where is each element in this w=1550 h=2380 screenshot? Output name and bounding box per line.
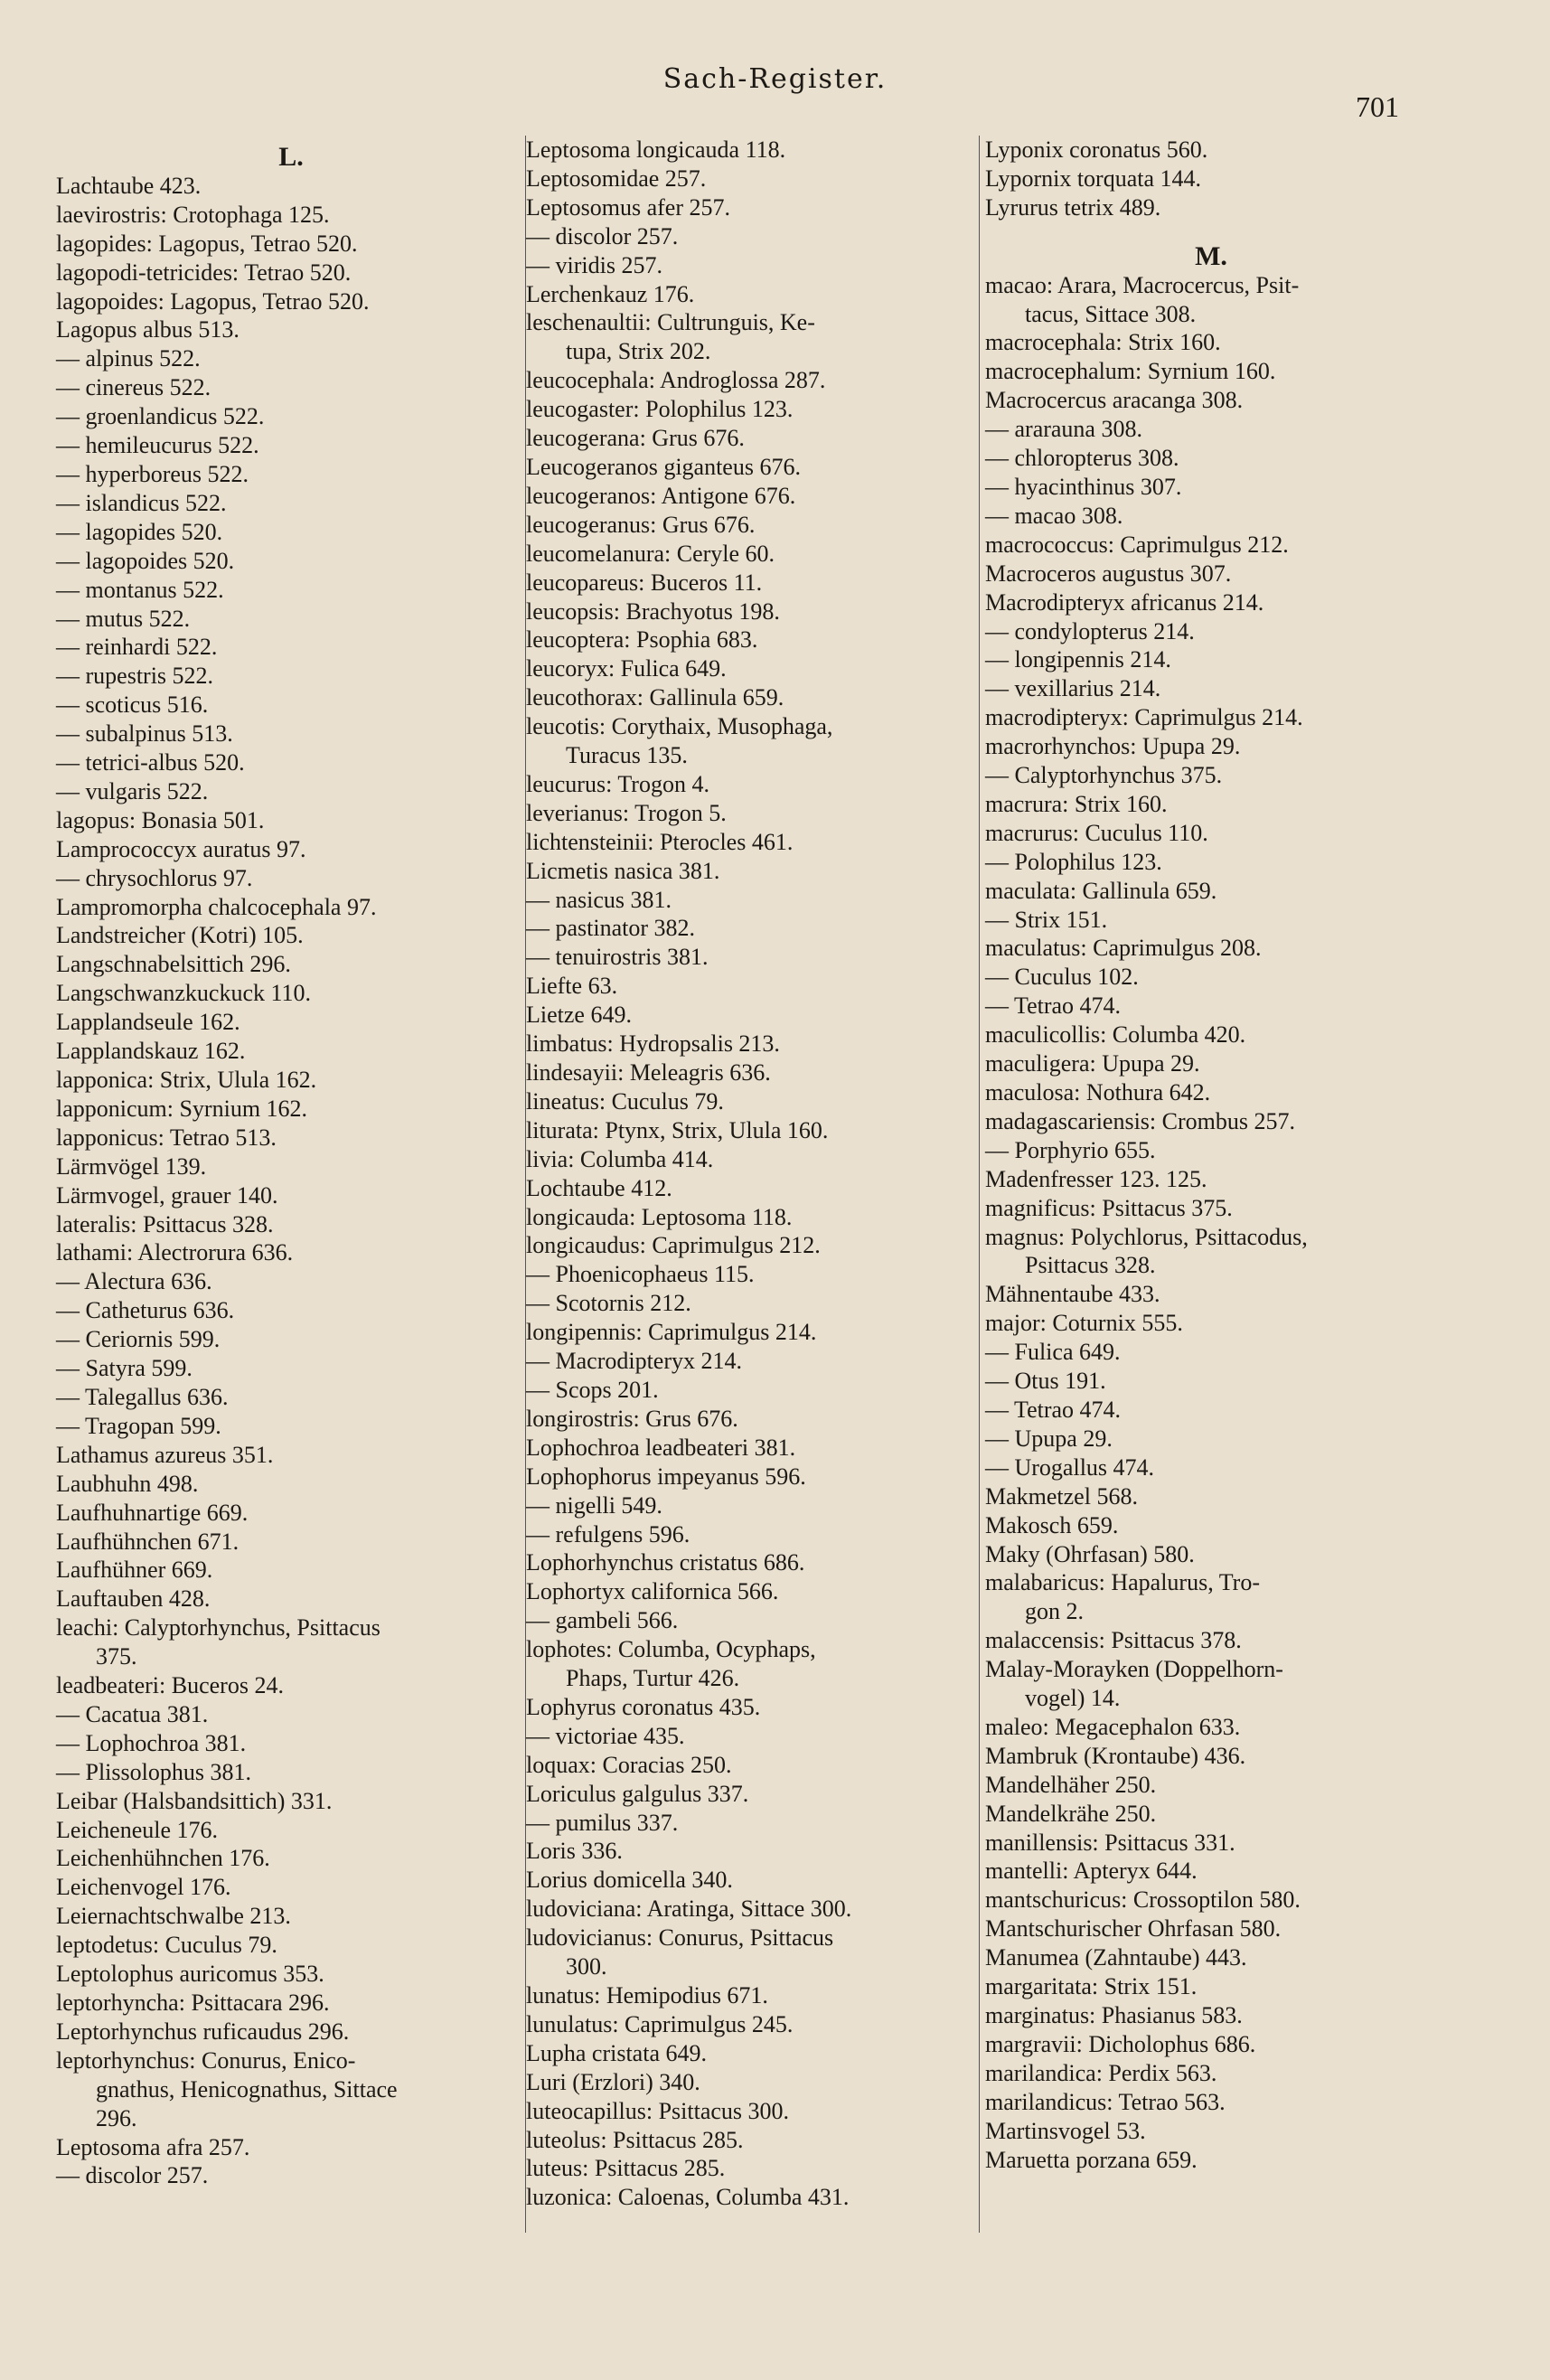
index-entry: Landstreicher (Kotri) 105. (56, 922, 304, 949)
index-entry: leschenaultii: Cultrunguis, Ke- (526, 309, 815, 336)
index-entry: — gambeli 566. (526, 1607, 679, 1634)
index-entry: luzonica: Caloenas, Columba 431. (526, 2184, 850, 2211)
index-entry: leptorhyncha: Psittacara 296. (56, 1990, 330, 2016)
index-entry: luteolus: Psittacus 285. (526, 2126, 744, 2153)
index-entry: Licmetis nasica 381. (526, 857, 720, 884)
index-entry: Macroceros augustus 307. (985, 560, 1232, 587)
index-entry: maculata: Gallinula 659. (985, 877, 1217, 904)
index-entry: — Urogallus 474. (985, 1453, 1155, 1481)
index-entry: leucomelanura: Ceryle 60. (526, 540, 775, 567)
index-entry: Leiernachtschwalbe 213. (56, 1903, 291, 1930)
index-entry: Turacus 135. (566, 742, 688, 769)
index-entry: Makosch 659. (985, 1511, 1119, 1538)
index-entry: Leichenvogel 176. (56, 1874, 231, 1901)
index-entry: macrorhynchos: Upupa 29. (985, 733, 1241, 760)
index-entry: — Scotornis 212. (526, 1290, 691, 1317)
index-entry: — vulgaris 522. (56, 777, 209, 804)
index-entry: — longipennis 214. (985, 646, 1171, 673)
index-entry: longirostris: Grus 676. (526, 1405, 738, 1432)
index-entry: leptodetus: Cuculus 79. (56, 1932, 277, 1959)
index-entry: Loris 336. (526, 1838, 623, 1865)
index-entry: Lophortyx californica 566. (526, 1578, 779, 1605)
index-entry: lagopoides: Lagopus, Tetrao 520. (56, 287, 370, 315)
index-entry: — alpinus 522. (56, 345, 201, 372)
index-entry: liturata: Ptynx, Strix, Ulula 160. (526, 1116, 829, 1143)
index-entry: — nigelli 549. (526, 1491, 662, 1519)
index-entry: 375. (96, 1643, 137, 1670)
index-entry: gnathus, Henicognathus, Sittace (96, 2075, 398, 2102)
index-entry: — macao 308. (985, 502, 1123, 529)
index-entry: margravii: Dicholophus 686. (985, 2030, 1256, 2057)
index-entry: luteus: Psittacus 285. (526, 2155, 726, 2182)
index-entry: Lypornix torquata 144. (985, 165, 1202, 192)
index-entry: Laubhuhn 498. (56, 1470, 199, 1497)
index-column-3 (985, 136, 1437, 2174)
index-entry: — ararauna 308. (985, 416, 1142, 443)
index-entry: Lamprococcyx auratus 97. (56, 835, 306, 862)
index-entry: longicauda: Leptosoma 118. (526, 1203, 793, 1230)
index-entry: — tetrici-albus 520. (56, 749, 245, 776)
index-entry: Lärmvogel, grauer 140. (56, 1181, 278, 1209)
index-entry: Phaps, Turtur 426. (566, 1665, 740, 1692)
index-entry: magnificus: Psittacus 375. (985, 1194, 1233, 1221)
index-entry: Leucogeranos giganteus 676. (526, 453, 801, 480)
index-entry: lophotes: Columba, Ocyphaps, (526, 1636, 816, 1663)
index-entry: — Upupa 29. (985, 1425, 1113, 1452)
index-entry: Langschwanzkuckuck 110. (56, 980, 312, 1007)
index-entry: — reinhardi 522. (56, 634, 218, 661)
index-entry: Lochtaube 412. (526, 1174, 672, 1201)
index-entry: Macrodipteryx africanus 214. (985, 588, 1264, 616)
page-number: 701 (1356, 90, 1399, 123)
index-entry: lunatus: Hemipodius 671. (526, 1982, 768, 2008)
index-entry: — Cacatua 381. (56, 1700, 209, 1727)
index-entry: — rupestris 522. (56, 663, 214, 690)
index-entry: macao: Arara, Macrocercus, Psit- (985, 271, 1300, 298)
index-entry: — discolor 257. (56, 2162, 209, 2189)
index-entry: — Lophochroa 381. (56, 1729, 247, 1756)
index-entry: leucogaster: Polophilus 123. (526, 396, 794, 423)
index-entry: Leptorhynchus ruficaudus 296. (56, 2018, 350, 2045)
index-entry: maleo: Megacephalon 633. (985, 1713, 1241, 1740)
index-entry: Lapplandseule 162. (56, 1009, 240, 1036)
index-entry: malaccensis: Psittacus 378. (985, 1627, 1242, 1654)
index-entry: — vexillarius 214. (985, 675, 1161, 702)
index-entry: — groenlandicus 522. (56, 403, 265, 430)
index-entry: lapponica: Strix, Ulula 162. (56, 1067, 317, 1093)
index-entry: maculosa: Nothura 642. (985, 1079, 1211, 1105)
index-entry: ludovicianus: Conurus, Psittacus (526, 1924, 834, 1952)
index-entry: leptorhynchus: Conurus, Enico- (56, 2046, 356, 2074)
index-entry: Lophophorus impeyanus 596. (526, 1463, 806, 1490)
index-entry: livia: Columba 414. (526, 1145, 714, 1172)
index-entry: macrococcus: Caprimulgus 212. (985, 531, 1289, 558)
index-entry: ludoviciana: Aratinga, Sittace 300. (526, 1896, 852, 1923)
index-entry: laevirostris: Crotophaga 125. (56, 201, 330, 228)
index-entry: Laufhühner 669. (56, 1557, 213, 1584)
index-entry: Leptosoma longicauda 118. (526, 136, 786, 163)
index-entry: Lauftauben 428. (56, 1585, 211, 1613)
index-entry: — hyacinthinus 307. (985, 473, 1182, 500)
index-entry: macrodipteryx: Caprimulgus 214. (985, 704, 1303, 731)
index-entry: — Scops 201. (526, 1376, 659, 1403)
index-entry: leucotis: Corythaix, Musophaga, (526, 713, 833, 740)
index-entry: — chrysochlorus 97. (56, 864, 253, 891)
index-entry: lineatus: Cuculus 79. (526, 1087, 724, 1115)
index-entry: leucothorax: Gallinula 659. (526, 684, 784, 711)
index-entry: leucopareus: Buceros 11. (526, 569, 763, 596)
index-entry: — Tetrao 474. (985, 1396, 1122, 1423)
running-head: Sach-Register. (662, 63, 888, 95)
index-entry: — Calyptorhynchus 375. (985, 762, 1223, 789)
index-entry: margaritata: Strix 151. (985, 1973, 1198, 2000)
index-entry: Martinsvogel 53. (985, 2117, 1146, 2144)
index-column-1 (56, 143, 526, 2190)
index-entry: — Satyra 599. (56, 1355, 193, 1382)
index-entry: macrocephala: Strix 160. (985, 329, 1221, 356)
index-entry: — Talegallus 636. (56, 1383, 229, 1410)
index-entry: Maky (Ohrfasan) 580. (985, 1540, 1195, 1567)
index-entry: gon 2. (1025, 1598, 1084, 1625)
index-entry: Lophochroa leadbeateri 381. (526, 1434, 796, 1461)
index-entry: leucurus: Trogon 4. (526, 770, 709, 797)
index-entry: leucogerana: Grus 676. (526, 425, 745, 452)
index-entry: — nasicus 381. (526, 886, 672, 913)
index-entry: Psittacus 328. (1025, 1252, 1156, 1279)
index-entry: Lietze 649. (526, 1002, 632, 1029)
index-entry: tupa, Strix 202. (566, 338, 711, 365)
index-entry: marilandica: Perdix 563. (985, 2059, 1217, 2086)
index-entry: — islandicus 522. (56, 489, 227, 516)
section-letter: L. (278, 142, 304, 172)
index-entry: Mähnentaube 433. (985, 1281, 1160, 1308)
index-entry: — scoticus 516. (56, 691, 209, 719)
index-entry: leucopsis: Brachyotus 198. (526, 597, 780, 625)
index-entry: Leptosoma afra 257. (56, 2133, 250, 2160)
index-entry: Lupha cristata 649. (526, 2039, 707, 2066)
section-letter: M. (1195, 240, 1227, 271)
index-entry: — tenuirostris 381. (526, 944, 709, 971)
index-entry: Laufhuhnartige 669. (56, 1499, 249, 1526)
index-entry: leachi: Calyptorhynchus, Psittacus (56, 1614, 380, 1642)
index-entry: — Polophilus 123. (985, 848, 1162, 875)
index-entry: — Cuculus 102. (985, 964, 1139, 991)
index-entry: maculatus: Caprimulgus 208. (985, 935, 1262, 962)
index-entry: Makmetzel 568. (985, 1482, 1138, 1510)
index-entry: limbatus: Hydropsalis 213. (526, 1030, 780, 1058)
index-entry: — Ceriornis 599. (56, 1326, 221, 1353)
index-entry: Langschnabelsittich 296. (56, 951, 291, 978)
index-entry: lichtensteinii: Pterocles 461. (526, 828, 794, 855)
index-entry: loquax: Coracias 250. (526, 1751, 732, 1778)
index-entry: — montanus 522. (56, 576, 224, 603)
index-entry: Malay-Morayken (Doppelhorn- (985, 1656, 1283, 1683)
index-entry: — viridis 257. (526, 251, 662, 278)
index-entry: lapponicus: Tetrao 513. (56, 1124, 277, 1151)
index-entry: leucoptera: Psophia 683. (526, 626, 758, 654)
index-entry: — Phoenicophaeus 115. (526, 1261, 755, 1288)
index-entry: — mutus 522. (56, 605, 191, 632)
index-entry: Lerchenkauz 176. (526, 280, 695, 307)
index-entry: marilandicus: Tetrao 563. (985, 2088, 1226, 2115)
index-entry: Macrocercus aracanga 308. (985, 387, 1244, 414)
index-column-2 (526, 136, 980, 2212)
index-entry: leucocephala: Androglossa 287. (526, 367, 826, 394)
index-entry: — lagopides 520. (56, 518, 223, 545)
index-entry: Lyponix coronatus 560. (985, 136, 1208, 163)
index-entry: leucoryx: Fulica 649. (526, 655, 727, 682)
index-entry: — chloropterus 308. (985, 445, 1179, 472)
index-entry: Maruetta porzana 659. (985, 2146, 1198, 2173)
index-entry: luteocapillus: Psittacus 300. (526, 2097, 790, 2124)
index-entry: lateralis: Psittacus 328. (56, 1210, 274, 1237)
index-entry: Leptosomidae 257. (526, 165, 707, 192)
index-entry: — victoriae 435. (526, 1722, 685, 1749)
index-entry: mantschuricus: Crossoptilon 580. (985, 1886, 1301, 1914)
index-entry: leucogeranos: Antigone 676. (526, 482, 796, 509)
index-entry: lathami: Alectrorura 636. (56, 1239, 294, 1266)
index-entry: vogel) 14. (1025, 1685, 1121, 1712)
index-entry: Lampromorpha chalcocephala 97. (56, 893, 377, 920)
index-entry: longicaudus: Caprimulgus 212. (526, 1232, 821, 1259)
index-entry: — Macrodipteryx 214. (526, 1348, 743, 1375)
index-entry: Loriculus galgulus 337. (526, 1780, 749, 1807)
index-entry: Mandelhäher 250. (985, 1771, 1157, 1798)
index-entry: Mandelkrähe 250. (985, 1800, 1157, 1827)
index-entry: Lachtaube 423. (56, 172, 202, 199)
index-entry: — Catheturus 636. (56, 1297, 235, 1324)
index-entry: — cinereus 522. (56, 374, 211, 401)
index-entry: — Alectura 636. (56, 1268, 212, 1295)
index-entry: — pastinator 382. (526, 915, 696, 942)
index-entry: — subalpinus 513. (56, 720, 233, 748)
index-entry: — refulgens 596. (526, 1520, 690, 1547)
index-entry: — Porphyrio 655. (985, 1136, 1156, 1163)
index-entry: — Strix 151. (985, 906, 1108, 933)
index-entry: Leibar (Halsbandsittich) 331. (56, 1787, 333, 1814)
spacer (985, 222, 1437, 242)
index-entry: — condylopterus 214. (985, 617, 1195, 644)
index-entry: Madenfresser 123. 125. (985, 1165, 1207, 1192)
index-entry: lunulatus: Caprimulgus 245. (526, 2010, 794, 2037)
index-entry: Luri (Erzlori) 340. (526, 2068, 700, 2095)
index-entry: maculicollis: Columba 420. (985, 1021, 1246, 1049)
index-entry: — Tetrao 474. (985, 992, 1122, 1020)
index-entry: Lyrurus tetrix 489. (985, 193, 1161, 221)
index-entry: Lärmvögel 139. (56, 1152, 207, 1180)
index-entry: tacus, Sittace 308. (1025, 300, 1197, 327)
index-entry: macrocephalum: Syrnium 160. (985, 358, 1276, 385)
index-entry: macrurus: Cuculus 110. (985, 819, 1208, 846)
index-entry: Mantschurischer Ohrfasan 580. (985, 1915, 1282, 1943)
index-entry: lagopides: Lagopus, Tetrao 520. (56, 230, 358, 257)
index-entry: Lagopus albus 513. (56, 316, 240, 343)
index-entry: lindesayii: Meleagris 636. (526, 1059, 771, 1086)
index-entry: lagopus: Bonasia 501. (56, 806, 265, 833)
index-entry: 300. (566, 1953, 607, 1980)
index-entry: leucogeranus: Grus 676. (526, 511, 756, 538)
index-entry: Lophorhynchus cristatus 686. (526, 1549, 805, 1576)
index-entry: lapponicum: Syrnium 162. (56, 1095, 308, 1122)
index-entry: — Plissolophus 381. (56, 1758, 251, 1785)
index-entry: Laufhühnchen 671. (56, 1528, 240, 1555)
index-entry: — pumilus 337. (526, 1809, 679, 1836)
index-entry: major: Coturnix 555. (985, 1310, 1183, 1337)
index-entry: 296. (96, 2104, 137, 2131)
index-entry: manillensis: Psittacus 331. (985, 1829, 1235, 1856)
index-entry: — lagopoides 520. (56, 547, 235, 574)
index-entry: Lapplandskauz 162. (56, 1038, 246, 1065)
index-entry: madagascariensis: Crombus 257. (985, 1107, 1295, 1134)
index-entry: Liefte 63. (526, 973, 618, 1000)
index-entry: Lophyrus coronatus 435. (526, 1693, 761, 1720)
index-entry: — hemileucurus 522. (56, 432, 259, 459)
index-entry: leadbeateri: Buceros 24. (56, 1672, 284, 1699)
index-entry: Leichenhühnchen 176. (56, 1845, 270, 1872)
index-entry: marginatus: Phasianus 583. (985, 2002, 1243, 2028)
index-entry: — hyperboreus 522. (56, 460, 249, 487)
index-entry: magnus: Polychlorus, Psittacodus, (985, 1223, 1308, 1250)
index-entry: Lathamus azureus 351. (56, 1441, 274, 1468)
index-entry: Lorius domicella 340. (526, 1867, 733, 1894)
index-entry: malabaricus: Hapalurus, Tro- (985, 1569, 1261, 1596)
index-entry: maculigera: Upupa 29. (985, 1050, 1200, 1077)
index-entry: — Otus 191. (985, 1368, 1106, 1395)
index-entry: — Tragopan 599. (56, 1412, 221, 1439)
index-entry: lagopodi-tetricides: Tetrao 520. (56, 259, 352, 286)
index-entry: Leptosomus afer 257. (526, 193, 731, 221)
index-entry: Mambruk (Krontaube) 436. (985, 1742, 1246, 1769)
index-entry: mantelli: Apteryx 644. (985, 1858, 1198, 1885)
index-entry: — Fulica 649. (985, 1339, 1121, 1366)
index-entry: — discolor 257. (526, 222, 679, 249)
index-entry: Leptolophus auricomus 353. (56, 1961, 324, 1988)
index-entry: macrura: Strix 160. (985, 790, 1168, 817)
index-entry: Manumea (Zahntaube) 443. (985, 1944, 1247, 1971)
index-entry: leverianus: Trogon 5. (526, 799, 727, 826)
index-entry: Leicheneule 176. (56, 1816, 219, 1843)
index-entry: longipennis: Caprimulgus 214. (526, 1319, 817, 1346)
